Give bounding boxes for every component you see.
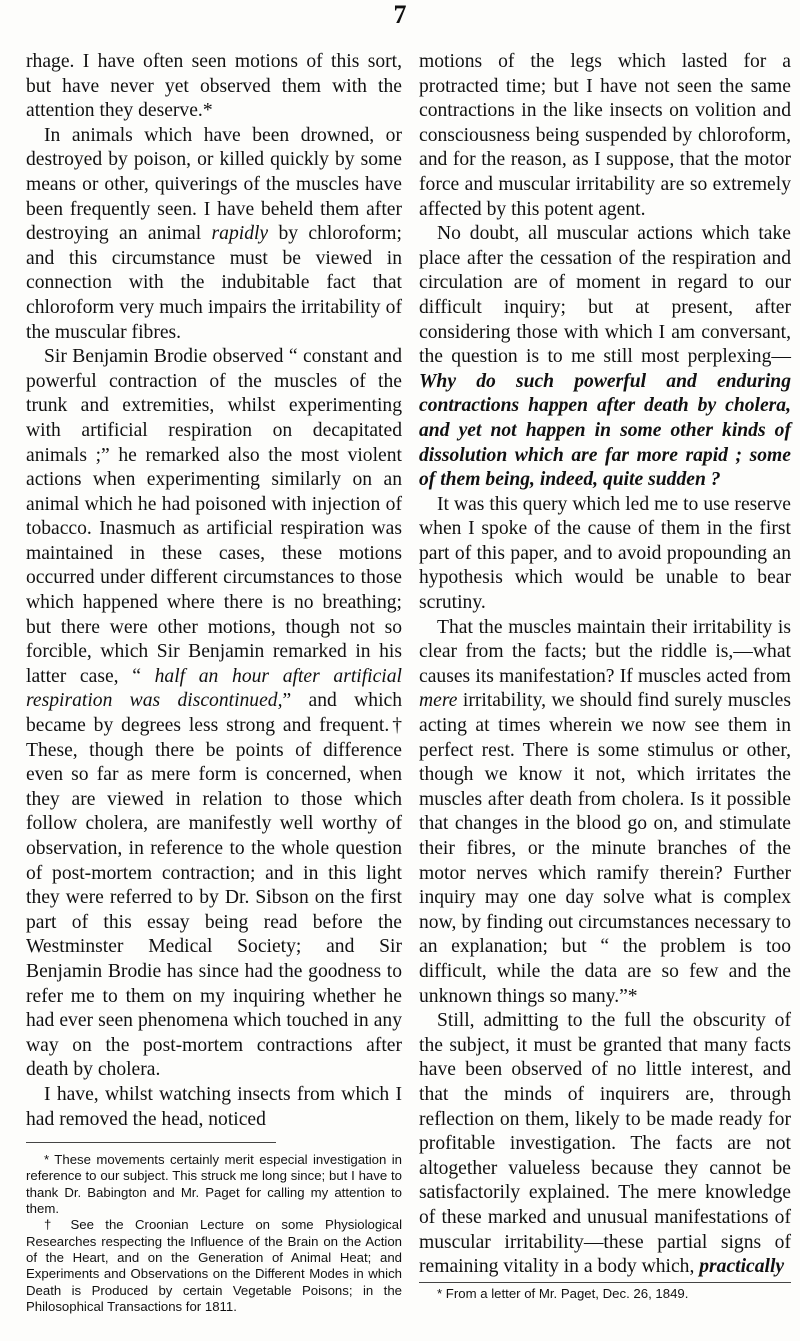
right-column: [419, 50, 791, 1302]
footnote: † See the Croonian Lecture on some Physiological Researches respecting the Influence of the Brain on the Action of the Heart, and on the Generation of Animal Heat; and Experiments and Observations on the Different Modes in which Death is Produced by certain Vegetable Poisons; in the Philosophical Transactions for 1811.: [26, 1217, 402, 1314]
paragraph: No doubt, all muscular actions which take place after the cessation of the respiration and circulation are of moment in regard to our difficult inquiry; but at present, after considering those with which I am conversant, the question is to me still most perplexing—Why do such powerful and enduring contractions happen after death by cholera, and yet not happen in some other kinds of dissolution which are far more rapid ; some of them being, indeed, quite sudden ?: [419, 223, 791, 491]
paragraph: motions of the legs which lasted for a protracted time; but I have not seen the same contractions in the like insects on volition and consciousness being suspended by chloroform, and for the reason, as I suppose, that the motor force and muscular irritability are so extremely affected by this potent agent.: [419, 51, 791, 220]
footnote-divider: [419, 1282, 791, 1283]
left-column: [26, 50, 402, 1315]
paragraph: rhage. I have often seen motions of this sort, but have never yet observed them with the attention they deserve.*: [26, 51, 402, 122]
paragraph: Sir Benjamin Brodie observed “ constant and powerful contraction of the muscles of the trunk and extremities, whilst experimenting with artificial respiration on decapitated animals ;” he remarked also the most violent actions when experimenting similarly on an animal which he had poisoned with injection of tobacco. Inasmuch as artificial respiration was maintained in these cases, these motions occurred under different circumstances to those which happened where there is no breathing; but there were other motions, though not so forcible, which Sir Benjamin remarked in his latter case, “ half an hour after artificial respiration was discontinued,” and which became by degrees less strong and frequent.† These, though there be points of difference even so far as mere form is concerned, when they are viewed in relation to those which follow cholera, are manifestly well worthy of observation, in reference to the whole question of post-mortem contraction; and in this light they were referred to by Dr. Sibson on the first part of this essay being read before the Westminster Medical Society; and Sir Benjamin Brodie has since had the goodness to refer me to them on my inquiring whether he had ever seen phenomena which touched in any way on the post-mortem contractions after death by cholera.: [26, 346, 403, 1081]
footnote: * These movements certainly merit especial investigation in reference to our subject. This struck me long since; but I have to thank Dr. Babington and Mr. Paget for calling my attention to them.: [26, 1152, 402, 1217]
paragraph: I have, whilst watching insects from which I had removed the head, noticed: [26, 1083, 402, 1130]
footnote-divider: [26, 1142, 276, 1143]
paragraph: That the muscles maintain their irritability is clear from the facts; but the riddle is,—what causes its manifestation? If muscles acted from mere irritability, we should find surely muscles acting at times wherein we now see them in perfect rest. There is some stimulus or other, though we know it not, which irritates the muscles after death from cholera. Is it possible that changes in the blood go on, and stimulate their fibres, or the minute branches of the motor nerves which ramify therein? Further inquiry may one day solve what is complex now, by finding out circumstances necessary to an explanation; but “ the problem is too difficult, while the data are so few and the unknown things so many.”*: [419, 616, 791, 1007]
paragraph: Still, admitting to the full the obscurity of the subject, it must be granted that many facts have been observed of no little interest, and that the minds of inquirers are, through reflection on them, likely to be made ready for profitable investigation. The facts are not altogether valueless because they cannot be satisfactorily explained. The mere knowledge of these marked and unusual manifestations of muscular irritability—these partial signs of remaining vitality in a body which, practically: [419, 1010, 791, 1278]
page-number: 7: [393, 0, 407, 29]
paragraph: It was this query which led me to use reserve when I spoke of the cause of them in the first part of this paper, and to avoid propounding an hypothesis which would be unable to bear scrutiny.: [419, 493, 791, 614]
paragraph: In animals which have been drowned, or destroyed by poison, or killed quickly by some means or other, quiverings of the muscles have been frequently seen. I have beheld them after destroying an animal rapidly by chloroform; and this circumstance must be viewed in connection with the indubitable fact that chloroform very much impairs the irritability of the muscular fibres.: [26, 124, 402, 343]
footnote: * From a letter of Mr. Paget, Dec. 26, 1849.: [437, 1285, 689, 1301]
